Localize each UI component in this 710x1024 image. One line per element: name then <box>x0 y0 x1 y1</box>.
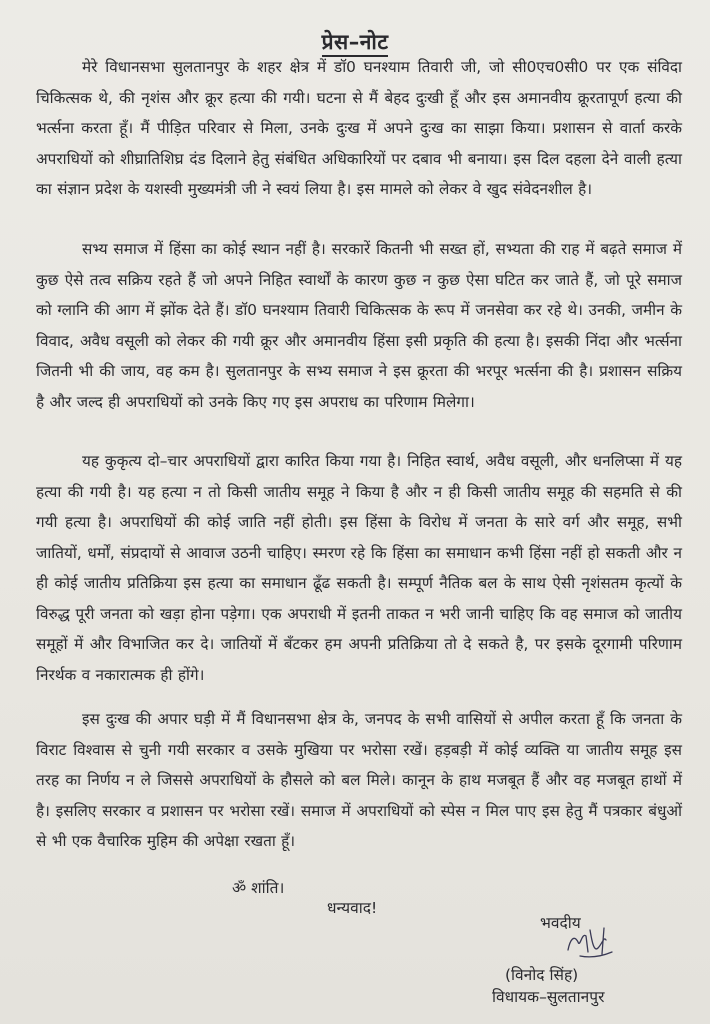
paragraph-4: इस दुःख की अपार घड़ी में मैं विधानसभा क्षेत्र के, जनपद के सभी वासियों से अपील करता हूँ कि जनता के विराट विश्वास से चुनी गयी सरकार व उसके मुखिया पर भरोसा रखें। हड़बड़ी में कोई व्यक्ति या जातीय समूह इस तरह का निर्णय न ले जिससे अपराधियों के हौसले को बल मिले। कानून के हाथ मजबूत हैं और वह मजबूत हाथों में है। इसलिए सरकार व प्रशासन पर भरोसा रखें। समाज में अपराधियों को स्पेस न मिल पाए इस हेतु मैं पत्रकार बंधुओं से भी एक वैचारिक मुहिम की अपेक्षा रखता हूँ। <box>36 710 682 850</box>
thanks-text: धन्यवाद! <box>327 899 378 917</box>
handwritten-signature <box>560 922 620 964</box>
yours-faithfully: भवदीय <box>540 914 581 932</box>
paragraph-1: मेरे विधानसभा सुलतानपुर के शहर क्षेत्र में डॉ0 घनश्याम तिवारी जी, जो सी0एच0सी0 पर एक संविदा चिकित्सक थे, की नृशंस और क्रूर हत्या की गयी। घटना से मैं बेहद दुःखी हूँ और इस अमानवीय क्रूरतापूर्ण हत्या की भर्त्सना करता हूँ। मैं पीड़ित परिवार से मिला, उनके दुःख में अपने दुःख का साझा किया। प्रशासन से वार्ता करके अपराधियों को शीघ्रातिशिघ्र दंड दिलाने हेतु संबंधित अधिकारियों पर दबाव भी बनाया। इस दिल दहला देने वाली हत्या का संज्ञान प्रदेश के यशस्वी मुख्यमंत्री जी ने स्वयं लिया है। इस मामले को लेकर वे खुद संवेदनशील है। <box>36 58 682 198</box>
document-title-text: प्रेस–नोट <box>322 30 389 57</box>
paragraph-2: सभ्य समाज में हिंसा का कोई स्थान नहीं है। सरकारें कितनी भी सख्त हों, सभ्यता की राह में बढ़ते समाज में कुछ ऐसे तत्व सक्रिय रहते हैं जो अपने निहित स्वार्थों के कारण कुछ न कुछ ऐसा घटित कर जाते हैं, जो पूरे समाज को ग्लानि की आग में झोंक देते हैं। डॉ0 घनश्याम तिवारी चिकित्सक के रूप में जनसेवा कर रहे थे। उनकी, जमीन के विवाद, अवैध वसूली को लेकर की गयी क्रूर और अमानवीय हिंसा इसी प्रकृति की हत्या है। इसकी निंदा और भर्त्सना जितनी भी की जाय, वह कम है। सुलतानपुर के सभ्य समाज ने इस क्रूरता की भरपूर भर्त्सना की है। प्रशासन सक्रिय है और जल्द ही अपराधियों को उनके किए गए इस अपराध का परिणाम मिलेगा। <box>36 240 682 411</box>
signatory-name: (विनोद सिंह) <box>505 966 579 984</box>
paragraph-3: यह कुकृत्य दो–चार अपराधियों द्वारा कारित किया गया है। निहित स्वार्थ, अवैध वसूली, और धनलिप्सा में यह हत्या की गयी है। यह हत्या न तो किसी जातीय समूह ने किया है और न ही किसी जातीय समूह की सहमति से की गयी हत्या है। अपराधियों की कोई जाति नहीं होती। इस हिंसा के विरोध में जनता के सारे वर्ग और समूह, सभी जातियों, धर्मों, संप्रदायों से आवाज उठनी चाहिए। स्मरण रहे कि हिंसा का समाधान कभी हिंसा नहीं हो सकती और न ही कोई जातीय प्रतिक्रिया इस हत्या का समाधान ढूँढ सकती है। सम्पूर्ण नैतिक बल के साथ ऐसी नृशंसतम कृत्यों के विरुद्ध पूरी जनता को खड़ा होना पड़ेगा। एक अपराधी में इतनी ताकत न भरी जानी चाहिए कि वह समाज को जातीय समूहों में और विभाजित कर दे। जातियों में बँटकर हम अपनी प्रतिक्रिया तो दे सकते है, पर इसके दूरगामी परिणाम निरर्थक व नकारात्मक ही होंगे। <box>36 452 682 684</box>
closing-om-shanti: ॐ शांति। <box>232 879 285 897</box>
signatory-designation: विधायक–सुलतानपुर <box>492 988 605 1006</box>
